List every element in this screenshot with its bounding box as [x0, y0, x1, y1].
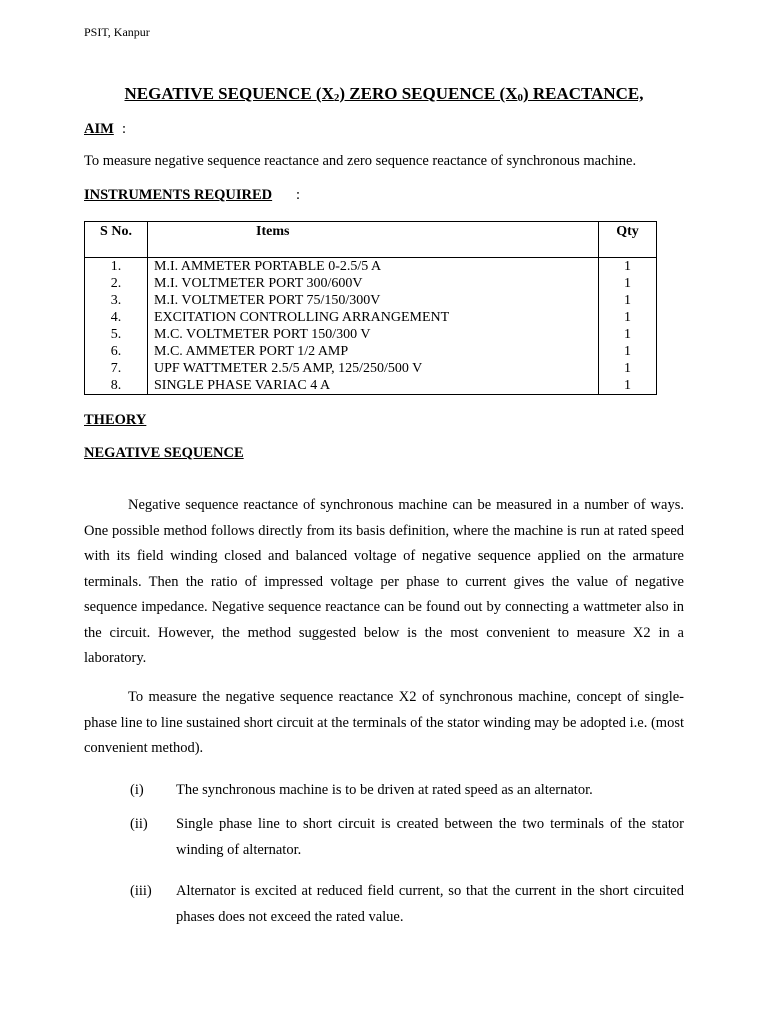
theory-paragraph-2: To measure the negative sequence reactance X2 of synchronous machine, concept of single-phase line to line sustained short circuit at the terminals of the stator winding may be adopted i.e. (most convenient method).	[84, 689, 684, 756]
instruments-colon: :	[296, 187, 301, 203]
cell-item: SINGLE PHASE VARIAC 4 A	[148, 377, 599, 395]
cell-sno: 6.	[85, 343, 148, 360]
cell-sno: 1.	[85, 258, 148, 276]
cell-item: M.I. VOLTMETER PORT 75/150/300V	[148, 292, 599, 309]
column-header-qty: Qty	[599, 222, 657, 258]
cell-qty: 1	[599, 275, 657, 292]
table-header-row	[85, 222, 657, 258]
cell-qty: 1	[599, 292, 657, 309]
cell-item: EXCITATION CONTROLLING ARRANGEMENT	[148, 309, 599, 326]
cell-qty: 1	[599, 326, 657, 343]
cell-qty: 1	[599, 343, 657, 360]
aim-text: To measure negative sequence reactance and zero sequence reactance of synchronous machine.	[84, 153, 637, 169]
title-part-1: NEGATIVE SEQUENCE (X	[124, 84, 334, 103]
cell-qty: 1	[599, 309, 657, 326]
cell-sno: 7.	[85, 360, 148, 377]
institution-header: PSIT, Kanpur	[84, 25, 150, 39]
table-row	[85, 275, 657, 292]
table-row	[85, 360, 657, 377]
title-subscript-2: 0	[517, 92, 523, 104]
list-item-text: The synchronous machine is to be driven at rated speed as an alternator.	[176, 782, 593, 798]
title-part-3: ) REACTANCE,	[522, 84, 644, 103]
negative-sequence-heading: NEGATIVE SEQUENCE	[84, 445, 244, 461]
table-row	[85, 326, 657, 343]
instruments-heading: INSTRUMENTS REQUIRED	[84, 187, 273, 203]
cell-qty: 1	[599, 360, 657, 377]
aim-heading: AIM	[84, 121, 114, 137]
column-header-items: Items	[148, 222, 599, 258]
theory-heading: THEORY	[84, 412, 147, 428]
cell-sno: 5.	[85, 326, 148, 343]
table-row	[85, 258, 657, 276]
aim-colon: :	[122, 121, 127, 137]
instruments-table	[84, 221, 657, 395]
list-item-text: Single phase line to short circuit is created between the two terminals of the stator winding of alternator.	[176, 816, 684, 858]
table-row	[85, 292, 657, 309]
cell-sno: 2.	[85, 275, 148, 292]
cell-qty: 1	[599, 377, 657, 395]
cell-sno: 4.	[85, 309, 148, 326]
cell-sno: 8.	[85, 377, 148, 395]
list-item-number: (iii)	[130, 883, 152, 899]
list-item-text: Alternator is excited at reduced field current, so that the current in the short circuited phases does not exceed the rated value.	[176, 883, 684, 925]
cell-item: M.C. VOLTMETER PORT 150/300 V	[148, 326, 599, 343]
page-title	[0, 84, 768, 104]
cell-item: UPF WATTMETER 2.5/5 AMP, 125/250/500 V	[148, 360, 599, 377]
table-row	[85, 343, 657, 360]
theory-paragraph-1: Negative sequence reactance of synchronous machine can be measured in a number of ways. One possible method follows directly from its basis definition, where the machine is run at rated speed with its field winding closed and balanced voltage of negative sequence applied on the armature terminals. Then the ratio of impressed voltage per phase to current gives the value of negative sequence impedance. Negative sequence reactance can be found out by connecting a wattmeter also in the circuit. However, the method suggested below is the most convenient to measure X2 in a laboratory.	[84, 497, 684, 666]
cell-item: M.C. AMMETER PORT 1/2 AMP	[148, 343, 599, 360]
table-row	[85, 309, 657, 326]
column-header-sno: S No.	[85, 222, 148, 258]
table-row	[85, 377, 657, 395]
title-part-2: ) ZERO SEQUENCE (X	[339, 84, 518, 103]
list-item-number: (ii)	[130, 816, 148, 832]
cell-item: M.I. AMMETER PORTABLE 0-2.5/5 A	[148, 258, 599, 276]
list-item-number: (i)	[130, 782, 144, 798]
cell-sno: 3.	[85, 292, 148, 309]
cell-item: M.I. VOLTMETER PORT 300/600V	[148, 275, 599, 292]
title-subscript-1: 2	[333, 92, 340, 104]
cell-qty: 1	[599, 258, 657, 276]
